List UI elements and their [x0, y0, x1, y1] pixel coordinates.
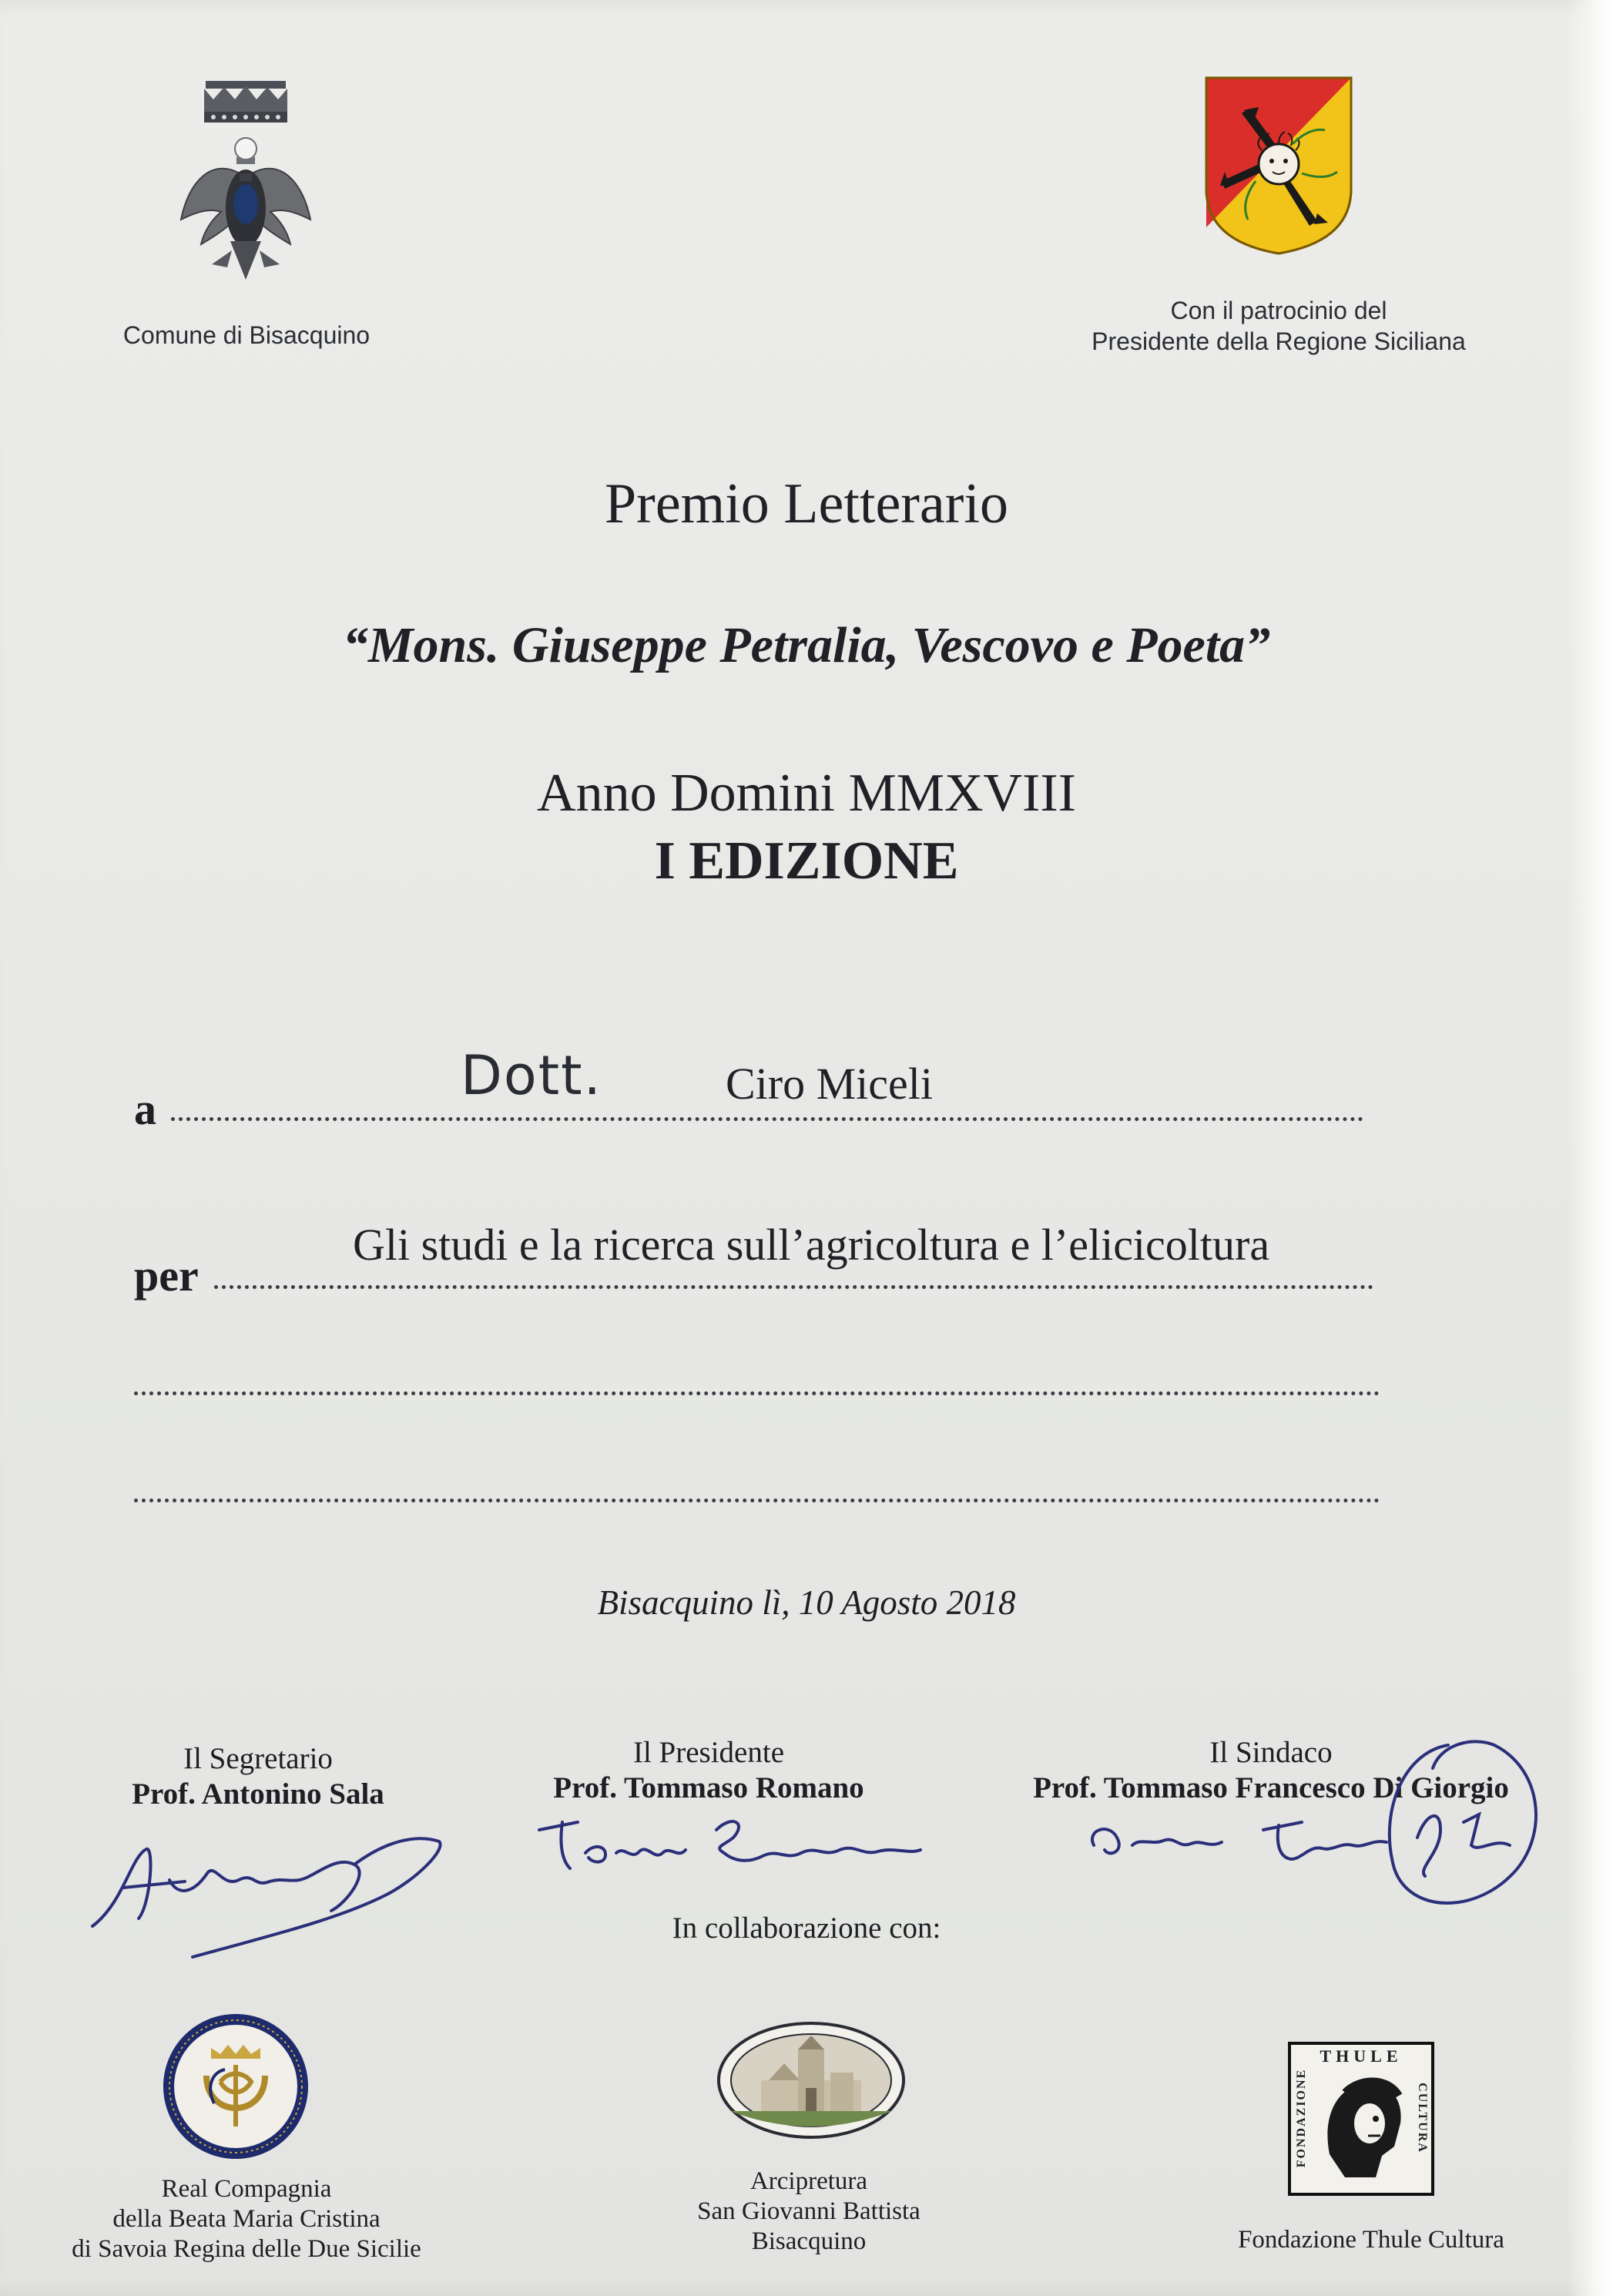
recipient-label: a — [134, 1084, 156, 1134]
award-title: Premio Letterario — [605, 472, 1008, 535]
collaboration-label: In collaborazione con: — [672, 1912, 941, 1945]
blank-dotted-line-2 — [134, 1499, 1380, 1502]
blank-dotted-line-1 — [134, 1391, 1380, 1395]
partner-arcipretura — [616, 2167, 1001, 2257]
signatory-role: Il Segretario — [183, 1742, 333, 1775]
signatory-secretary — [69, 1741, 447, 1812]
thule-logo-right-text: CULTURA — [1416, 2083, 1429, 2153]
signatory-name: Prof. Tommaso Romano — [553, 1771, 864, 1804]
partner-line: Real Compagnia — [161, 2175, 332, 2203]
reason-dotted-line — [214, 1285, 1373, 1289]
partner-thule: Fondazione Thule Cultura — [1238, 2226, 1504, 2254]
recipient-handwritten-title: Dott. — [461, 1044, 602, 1107]
signature-mayor — [1078, 1722, 1571, 1922]
thule-logo — [1288, 2042, 1434, 2196]
recipient-dotted-line — [171, 1117, 1363, 1121]
thule-helmet-icon — [1314, 2069, 1408, 2185]
patronage-caption — [1032, 295, 1525, 357]
bisacquino-eagle-emblem — [166, 65, 327, 304]
paper-edge — [1567, 0, 1613, 2296]
award-subtitle: “Mons. Giuseppe Petralia, Vescovo e Poeta” — [342, 617, 1271, 673]
sicily-trinacria-emblem — [1202, 73, 1356, 258]
signatory-name: Prof. Tommaso Francesco Di Giorgio — [1033, 1771, 1509, 1804]
award-edition: I EDIZIONE — [654, 831, 959, 891]
real-compagnia-seal — [160, 2011, 311, 2162]
partner-line: Arcipretura — [749, 2167, 868, 2195]
patronage-line-1: Con il patrocinio del — [1170, 297, 1387, 324]
partner-line: Bisacquino — [751, 2227, 867, 2255]
comune-caption: Comune di Bisacquino — [122, 321, 371, 349]
date-line: Bisacquino lì, 10 Agosto 2018 — [597, 1583, 1016, 1622]
partner-real-compagnia — [31, 2174, 462, 2264]
thule-logo-top-text: THULE — [1320, 2046, 1403, 2066]
thule-logo-left-text: FONDAZIONE — [1295, 2068, 1308, 2168]
signatory-president — [508, 1735, 909, 1806]
arcipretura-oval-logo — [715, 2019, 907, 2142]
partner-line: della Beata Maria Cristina — [112, 2205, 381, 2233]
reason-text: Gli studi e la ricerca sull’agricoltura e l’elicicoltura — [353, 1220, 1270, 1270]
signatory-role: Il Sindaco — [1209, 1736, 1333, 1769]
recipient-name: Ciro Miceli — [726, 1059, 934, 1109]
award-year: Anno Domini MMXVIII — [537, 764, 1076, 823]
patronage-line-2: Presidente della Regione Siciliana — [1092, 327, 1466, 355]
partner-line: San Giovanni Battista — [697, 2197, 921, 2225]
signatory-name: Prof. Antonino Sala — [132, 1777, 384, 1811]
reason-label: per — [134, 1250, 199, 1301]
signature-president — [532, 1799, 932, 1884]
signatory-role: Il Presidente — [632, 1736, 785, 1769]
partner-line: di Savoia Regina delle Due Sicilie — [72, 2235, 421, 2263]
